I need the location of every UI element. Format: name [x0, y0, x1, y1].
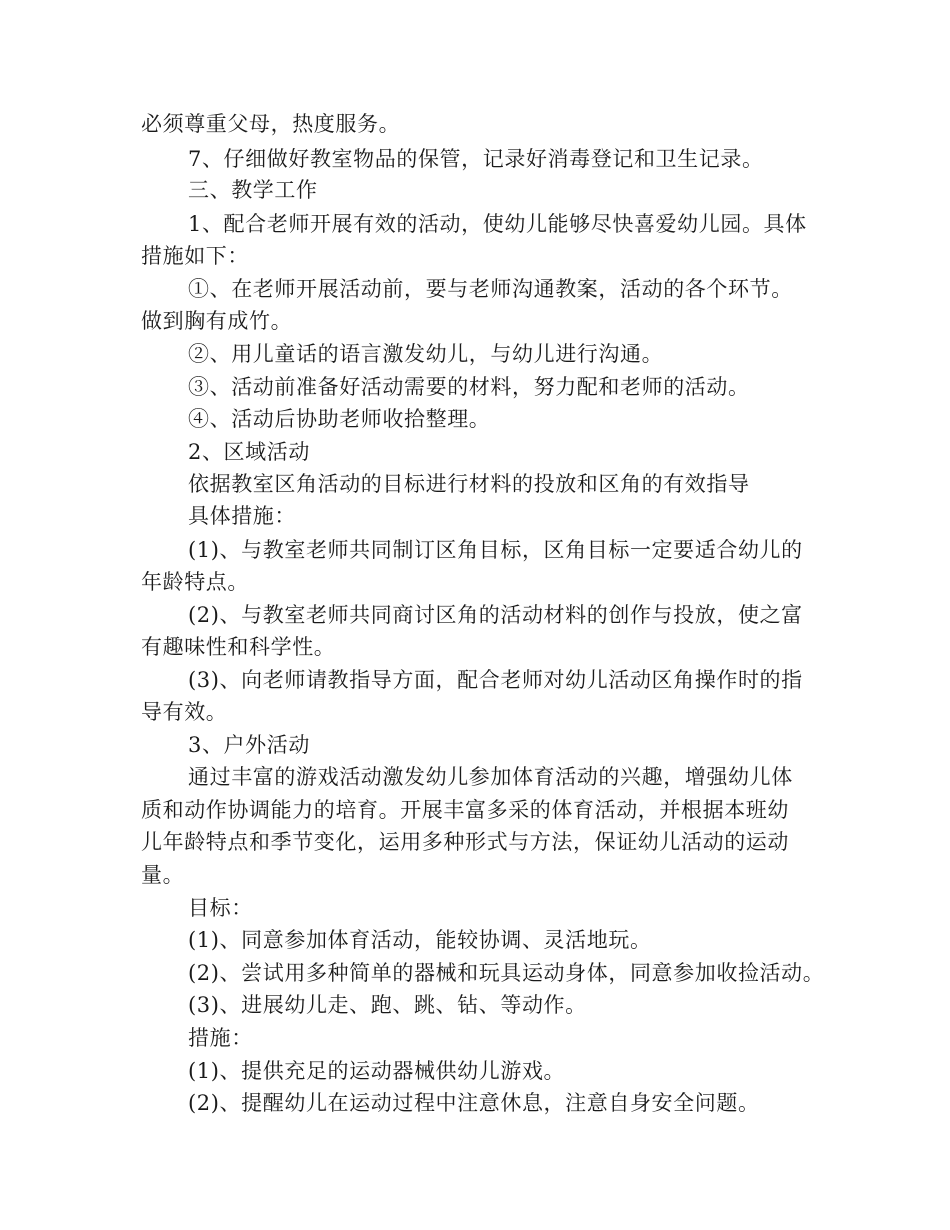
text-line: 具体措施： — [188, 504, 296, 528]
text-line: 有趣味性和科学性。 — [141, 635, 336, 659]
text-line: 导有效。 — [141, 700, 228, 724]
list-item: ③、活动前准备好活动需要的材料，努力配和老师的活动。 — [188, 375, 750, 399]
text-line: 年龄特点。 — [141, 570, 249, 594]
list-item: (3)、进展幼儿走、跑、跳、钻、等动作。 — [188, 993, 587, 1017]
subsection-heading: 2、区域活动 — [188, 440, 310, 464]
list-item: (2)、尝试用多种简单的器械和玩具运动身体，同意参加收捡活动。 — [188, 961, 825, 985]
list-item: ④、活动后协助老师收拾整理。 — [188, 407, 491, 431]
text-line: 措施如下： — [141, 244, 249, 268]
subsection-heading: 3、户外活动 — [188, 733, 310, 757]
text-line: 7、仔细做好教室物品的保管，记录好消毒登记和卫生记录。 — [188, 147, 764, 171]
paragraph-line: 通过丰富的游戏活动激发幼儿参加体育活动的兴趣，增强幼儿体 — [188, 765, 793, 789]
list-item: ①、在老师开展活动前，要与老师沟通教案，活动的各个环节。 — [188, 277, 793, 301]
paragraph-line: 儿年龄特点和季节变化，运用多种形式与方法，保证幼儿活动的运动 — [141, 830, 789, 854]
list-item: (2)、与教室老师共同商讨区角的活动材料的创作与投放，使之富 — [188, 603, 803, 627]
subsection-heading: 1、配合老师开展有效的活动，使幼儿能够尽快喜爱幼儿园。具体 — [188, 212, 807, 236]
text-line: 做到胸有成竹。 — [141, 309, 293, 333]
text-line: 必须尊重父母，热度服务。 — [141, 112, 401, 136]
list-item: (2)、提醒幼儿在运动过程中注意休息，注意自身安全问题。 — [188, 1091, 760, 1115]
label-line: 措施： — [188, 1026, 253, 1050]
list-item: (1)、与教室老师共同制订区角目标，区角目标一定要适合幼儿的 — [188, 538, 803, 562]
section-heading: 三、教学工作 — [188, 178, 318, 202]
list-item: ②、用儿童话的语言激发幼儿，与幼儿进行沟通。 — [188, 342, 664, 366]
paragraph-line: 量。 — [141, 863, 185, 887]
paragraph-line: 质和动作协调能力的培育。开展丰富多采的体育活动，并根据本班幼 — [141, 798, 789, 822]
list-item: (3)、向老师请教指导方面，配合老师对幼儿活动区角操作时的指 — [188, 668, 803, 692]
list-item: (1)、同意参加体育活动，能较协调、灵活地玩。 — [188, 928, 652, 952]
text-line: 依据教室区角活动的目标进行材料的投放和区角的有效指导 — [188, 472, 750, 496]
label-line: 目标： — [188, 896, 253, 920]
list-item: (1)、提供充足的运动器械供幼儿游戏。 — [188, 1059, 566, 1083]
